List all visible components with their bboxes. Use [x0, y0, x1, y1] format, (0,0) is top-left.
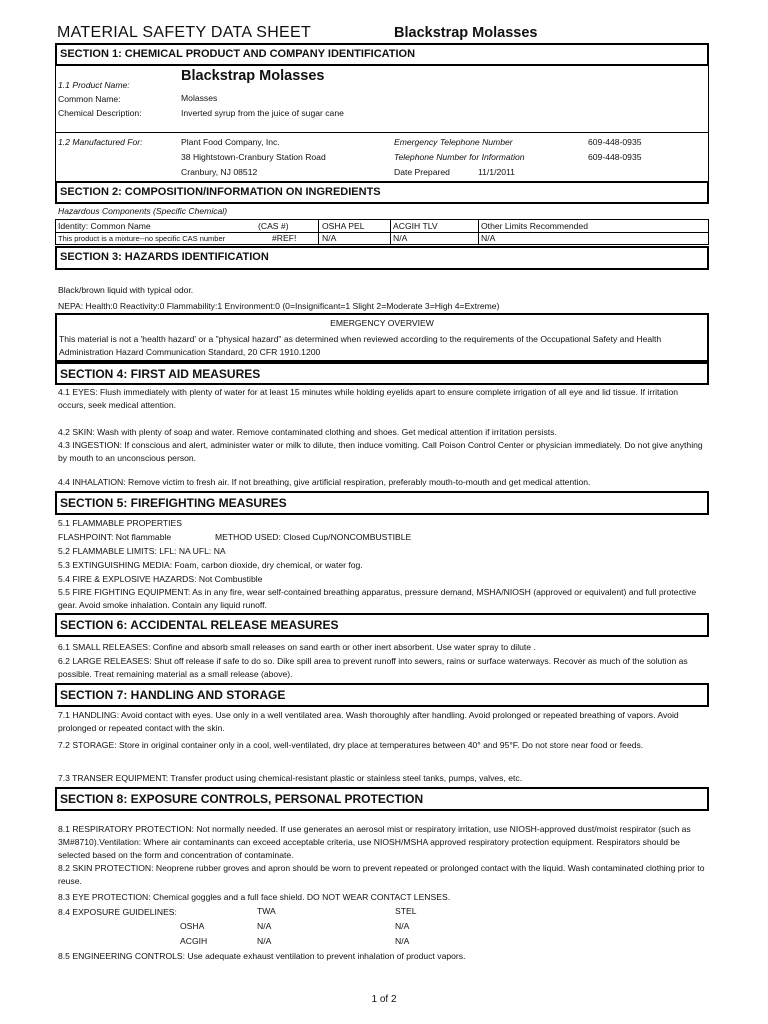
exposure-col-twa: TWA [257, 906, 276, 916]
section5-title: SECTION 5: FIREFIGHTING MEASURES [60, 496, 287, 510]
eye-protection: 8.3 EYE PROTECTION: Chemical goggles and a full face shield. DO NOT WEAR CONTACT LENSES. [58, 892, 451, 902]
section1-right-border [708, 66, 709, 181]
table-cell-cas: #REF! [272, 233, 297, 243]
first-aid-eyes: 4.1 EYES: Flush immediately with plenty of water for at least 15 minutes while holding eyelids apart to ensure complete irrigation of all eye and lid tissue. If irritation occurs, seek medical attention. [58, 387, 679, 410]
flammable-properties: 5.1 FLAMMABLE PROPERTIES [58, 518, 183, 528]
small-releases: 6.1 SMALL RELEASES: Confine and absorb small releases on sand earth or other inert absorbent. Use water spray to dilute . [58, 642, 536, 652]
table-header-osha-pel: OSHA PEL [322, 221, 365, 231]
date-prepared-value: 11/1/2011 [478, 167, 515, 177]
table-header-other-limits: Other Limits Recommended [481, 221, 588, 231]
section6-title: SECTION 6: ACCIDENTAL RELEASE MEASURES [60, 618, 339, 632]
fire-explosive-hazards: 5.4 FIRE & EXPLOSIVE HAZARDS: Not Combustible [58, 574, 263, 584]
section2-title: SECTION 2: COMPOSITION/INFORMATION ON INGREDIENTS [60, 186, 381, 198]
first-aid-skin: 4.2 SKIN: Wash with plenty of soap and water. Remove contaminated clothing and shoes. Get medical attention if irritation persists. [58, 427, 557, 437]
table-cell-other-limits: N/A [481, 233, 496, 243]
section5-header [55, 491, 709, 515]
exposure-col-stel: STEL [395, 906, 417, 916]
table-header-identity: Identity: Common Name [58, 221, 151, 231]
table-col-border [318, 219, 319, 245]
flashpoint: FLASHPOINT: Not flammable [58, 532, 172, 542]
table-col-border [708, 219, 709, 245]
section1-left-border [55, 66, 56, 181]
handling: 7.1 HANDLING: Avoid contact with eyes. Use only in a well ventilated area. Wash thoroughly after handling. Avoid prolonged or repeated breathing of vapors. Avoid prolonged or repeated contact with the skin. [58, 710, 679, 733]
table-bottom-rule [55, 244, 709, 245]
table-cell-identity: This product is a mixture--no specific CAS number [58, 234, 226, 243]
skin-protection: 8.2 SKIN PROTECTION: Neoprene rubber groves and apron should be worn to prevent repeated or prolonged contact with the liquid. Wash contaminated clothing prior to reuse. [58, 863, 705, 886]
section4-title: SECTION 4: FIRST AID MEASURES [60, 367, 261, 381]
chemical-description-label: Chemical Description: [58, 108, 142, 118]
section1-header [55, 43, 709, 66]
exposure-row-twa: N/A [257, 936, 272, 946]
section8-title: SECTION 8: EXPOSURE CONTROLS, PERSONAL PROTECTION [60, 792, 424, 806]
section6-header [55, 613, 709, 637]
common-name-value: Molasses [181, 93, 218, 103]
common-name-label: Common Name: [58, 94, 121, 104]
manufactured-for-label: 1.2 Manufactured For: [58, 137, 143, 147]
section7-header [55, 683, 709, 707]
section2-header [55, 181, 709, 204]
product-name-label: 1.1 Product Name: [58, 80, 130, 90]
table-col-border [55, 219, 56, 245]
page-number: 1 of 2 [371, 994, 397, 1005]
exposure-row-name: OSHA [180, 921, 205, 931]
table-header-cas: (CAS #) [258, 221, 289, 231]
transfer-equipment: 7.3 TRANSER EQUIPMENT: Transfer product using chemical-resistant plastic or stainless steel tanks, pumps, valves, etc. [58, 773, 523, 783]
flammable-limits: 5.2 FLAMMABLE LIMITS: LFL: NA UFL: NA [58, 546, 226, 556]
company-name: Plant Food Company, Inc. [181, 137, 280, 147]
emergency-overview-title: EMERGENCY OVERVIEW [330, 318, 434, 328]
emergency-overview-text: This material is not a 'health hazard' or a "physical hazard" as determined when reviewed according to the requirements of the Occupational Safety and Health Administration Hazard Communication Standard, 20 CFR 1910.1200 [59, 334, 662, 357]
company-address-line2: Cranbury, NJ 08512 [181, 167, 258, 177]
info-phone-value: 609-448-0935 [588, 152, 642, 162]
emergency-phone-value: 609-448-0935 [588, 137, 642, 147]
respiratory-protection: 8.1 RESPIRATORY PROTECTION: Not normally needed. If use generates an aerosol mist or respiratory irritation, use NIOSH-approved dust/moist respirator (such as 3M#8710).Ventilation: Where air contaminants can exceed acceptable criteria, use NIOSH/MSHA approved respiratory protection equipment. Respirators should be selected based on the form and concentration of contaminate. [58, 824, 691, 860]
extinguishing-media: 5.3 EXTINGUISHING MEDIA: Foam, carbon dioxide, dry chemical, or water fog. [58, 560, 363, 570]
document-title: MATERIAL SAFETY DATA SHEET [57, 24, 312, 41]
first-aid-inhalation: 4.4 INHALATION: Remove victim to fresh air. If not breathing, give artificial respiration, preferably mouth-to-mouth and get medical attention. [58, 477, 591, 487]
exposure-row-name: ACGIH [180, 936, 208, 946]
emergency-phone-label: Emergency Telephone Number [394, 137, 513, 147]
company-address-line1: 38 Hightstown-Cranbury Station Road [181, 152, 326, 162]
hazards-nfpa-ratings: NEPA: Health:0 Reactivity:0 Flammability:1 Environment:0 (0=Insignificant=1 Slight 2=Moderate 3=High 4=Extreme) [58, 301, 500, 311]
large-releases: 6.2 LARGE RELEASES: Shut off release if safe to do so. Dike spill area to prevent runoff into sewers, rains or surface waterways. Recover as much of the solution as possible. Treat remaining material as a small release (above). [58, 656, 688, 679]
exposure-row-stel: N/A [395, 921, 410, 931]
table-cell-acgih-tlv: N/A [393, 233, 408, 243]
info-phone-label: Telephone Number for Information [394, 152, 525, 162]
table-col-border [390, 219, 391, 245]
section3-title: SECTION 3: HAZARDS IDENTIFICATION [60, 251, 269, 263]
date-prepared-label: Date Prepared [394, 167, 450, 177]
table-col-border [478, 219, 479, 245]
fire-fighting-equipment: 5.5 FIRE FIGHTING EQUIPMENT: As in any fire, wear self-contained breathing apparatus, pressure demand, MSHA/NIOSH (approved or equivalent) and full protective gear. Avoid smoke inhalation. Contain any liquid runoff. [58, 587, 697, 610]
chemical-description-value: Inverted syrup from the juice of sugar cane [181, 108, 344, 118]
hazards-appearance: Black/brown liquid with typical odor. [58, 285, 194, 295]
section4-header [55, 362, 709, 385]
exposure-guidelines-label: 8.4 EXPOSURE GUIDELINES: [58, 907, 177, 917]
hazardous-components-heading: Hazardous Components (Specific Chemical) [58, 206, 228, 216]
section8-header [55, 787, 709, 811]
header-product-name: Blackstrap Molasses [394, 25, 538, 41]
section1-divider [55, 132, 709, 133]
emergency-overview-box [55, 313, 709, 362]
engineering-controls: 8.5 ENGINEERING CONTROLS: Use adequate exhaust ventilation to prevent inhalation of product vapors. [58, 951, 466, 961]
table-header-acgih-tlv: ACGIH TLV [393, 221, 438, 231]
section1-title: SECTION 1: CHEMICAL PRODUCT AND COMPANY IDENTIFICATION [60, 48, 416, 60]
table-mid-rule [55, 232, 709, 233]
section3-header [55, 246, 709, 270]
storage: 7.2 STORAGE: Store in original container only in a cool, well-ventilated, dry place at temperatures between 40° and 95°F. Do not store near food or feeds. [58, 740, 644, 750]
table-top-rule [55, 219, 709, 220]
exposure-row-stel: N/A [395, 936, 410, 946]
table-cell-osha-pel: N/A [322, 233, 337, 243]
section7-title: SECTION 7: HANDLING AND STORAGE [60, 688, 286, 702]
product-name-value: Blackstrap Molasses [181, 68, 325, 84]
flashpoint-method: METHOD USED: Closed Cup/NONCOMBUSTIBLE [215, 532, 412, 542]
exposure-row-twa: N/A [257, 921, 272, 931]
first-aid-ingestion: 4.3 INGESTION: If conscious and alert, administer water or milk to dilute, then induce vomiting. Call Poison Control Center or physician immediately. Do not give anything by mouth to an unconscious person. [58, 440, 703, 463]
